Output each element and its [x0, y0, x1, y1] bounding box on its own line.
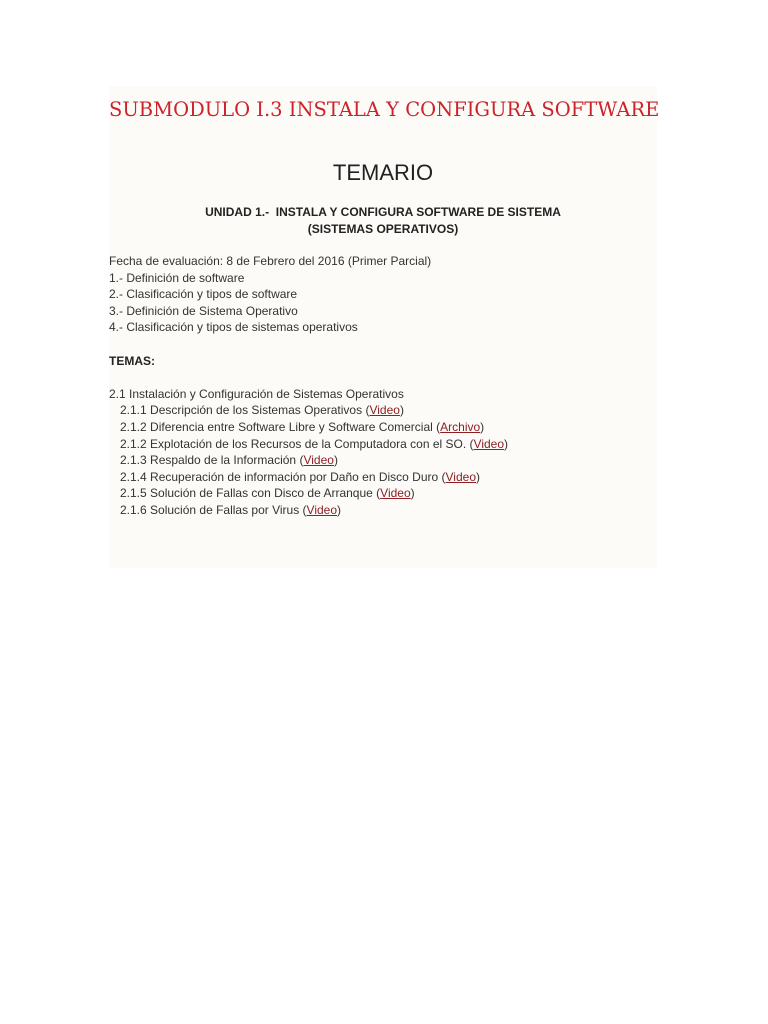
- topic-link-video[interactable]: Video: [473, 436, 505, 451]
- topic-text: 2.1.3 Respaldo de la Información (: [120, 453, 304, 468]
- evaluation-date: Fecha de evaluación: 8 de Febrero del 2016 (Primer Parcial): [109, 254, 432, 268]
- topic-link-video[interactable]: Video: [369, 403, 400, 418]
- topic-row: [109, 436, 657, 453]
- topic-close: ): [399, 403, 404, 418]
- topic-text: 2.1.6 Solución de Fallas por Virus (: [120, 502, 307, 517]
- topic-text: 2.1.1 Descripción de los Sistemas Operativos (: [120, 403, 370, 418]
- topic-close: ): [504, 436, 509, 451]
- topic-close: ): [337, 502, 342, 517]
- topic-text: 2.1.5 Solución de Fallas con Disco de Arranque (: [120, 486, 381, 501]
- topic-row: [109, 452, 657, 469]
- spacer: [109, 336, 657, 353]
- topic-text: 2.1.4 Recuperación de información por Daño en Disco Duro (: [120, 469, 446, 484]
- topic-link-video[interactable]: Video: [303, 453, 334, 468]
- unit-title: [109, 204, 657, 237]
- temas-label: TEMAS:: [109, 353, 155, 368]
- topic-close: ): [410, 486, 415, 501]
- topic-row: [109, 469, 657, 486]
- list-item: 2.- Clasificación y tipos de software: [109, 287, 298, 302]
- topic-row: [109, 485, 657, 502]
- topic-link-video[interactable]: Video: [445, 469, 476, 484]
- topic-close: ): [476, 469, 480, 484]
- topic-text: 2.1.2 Explotación de los Recursos de la Computadora con el SO. (: [120, 436, 474, 451]
- page-heading: SUBMODULO I.3 INSTALA Y CONFIGURA SOFTWARE: [109, 98, 660, 121]
- unit-title-line-1: UNIDAD 1.- INSTALA Y CONFIGURA SOFTWARE DE SISTEMA: [205, 205, 561, 219]
- topic-close: ): [480, 419, 485, 434]
- temario-title: TEMARIO: [332, 160, 434, 185]
- list-item: 1.- Definición de software: [109, 270, 245, 285]
- topic-link-video[interactable]: Video: [380, 486, 411, 501]
- topic-link-archivo[interactable]: Archivo: [440, 419, 481, 434]
- list-item: 4.- Clasificación y tipos de sistemas operativos: [109, 320, 358, 335]
- topic-link-video[interactable]: Video: [306, 502, 338, 517]
- topic-row: [109, 419, 657, 436]
- topic-text: 2.1.2 Diferencia entre Software Libre y Software Comercial (: [120, 419, 441, 434]
- list-item: 3.- Definición de Sistema Operativo: [109, 303, 298, 318]
- topic-row: [109, 402, 657, 419]
- section-title: 2.1 Instalación y Configuración de Sistemas Operativos: [109, 386, 404, 401]
- topic-row: [109, 502, 657, 519]
- topic-close: ): [333, 453, 338, 468]
- spacer: [109, 369, 657, 386]
- unit-title-line-2: (SISTEMAS OPERATIVOS): [307, 221, 459, 236]
- syllabus-body: [109, 253, 657, 519]
